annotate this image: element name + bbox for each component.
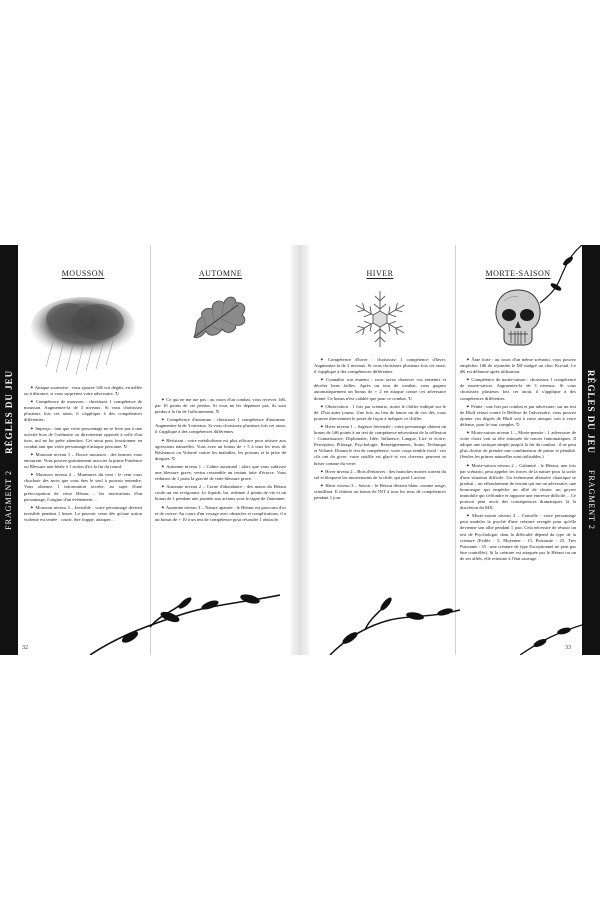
paragraph: ✦ Mousson niveau 3 – Invisible : votre personnage devient invisible pendant 1 heure. Le pouvoir cesse dès qu'une action violente est tentée : courir, être frappé, attaquer… <box>24 504 142 522</box>
morte-saison-text <box>460 357 576 562</box>
left-sidebar-tab <box>0 245 18 655</box>
book-gutter <box>291 245 309 655</box>
right-sidebar-tab <box>582 245 600 655</box>
hiver-text <box>314 357 446 501</box>
paragraph: ✦ Connaître son ennemi : vous savez observer vos ennemis et déceler leurs failles. Après un tour de combat, vous gagnez automatiquement un bonus de + 2 en attaque contre cet adversaire donné. Ce bonus n'est valable que pour ce combat. ↻ <box>314 377 446 401</box>
paragraph: ✦ Âme forte : au cours d'un même scénario, vous pouvez empêcher 1d6 de rejoindre le MJ malgré un choc Krystal. Le dK est défaussé après utilisation. <box>460 357 576 375</box>
paragraph: ✦ Morte-saison niveau 3 – Contrôle : votre personnage peut modeler la psyché d'une créature ravagée pour qu'elle devienne son allié pendant 1 jour. Cela nécessite de réussir un test de Psychologie, dont la difficulté dépend du type de la créature (Faible : 5, Moyenne : 15, Puissante : 25, Très Puissante : 35 ; une créature de type Exceptionnel ne peut pas être contrôlée). Si la créature est attaquée par le Héraut ou un de ses alliés, elle retourne à l'état sauvage. <box>460 513 576 561</box>
paragraph: ✦ Automne niveau 2 – Corne d'abondance : des mains du Héraut coule un vin revigorant. Le liquide, bu, redonne 2 points de vie et un bonus de 1 pendant une journée aux actions sous le signe de l'automne. <box>155 484 286 502</box>
oak-leaf-icon <box>186 287 256 347</box>
paragraph: ✦ Mousson niveau 1 – Douce mousson : des brumes vous entourent. Vous pouvez gratuitement associer la prime Prudence ou Blessure non létale à 1 action d'ici la fin du round. <box>24 451 142 470</box>
paragraph: ✦ Imperçu : tant que votre personnage ne se livre pas à une activité hors de l'ordinaire ou directement opposée à celle d'un tiers, nul ne lui prête attention. Cet atout peut fonctionner en combat tant que votre personnage n'attaque personne. ↻ <box>24 425 142 449</box>
paragraph: ✦ Hiver niveau 2 – Bois d'entraves : des branches mortes sortent du sol et bloquent les mouvements de la cible, qui perd 1 action. <box>314 468 446 480</box>
paragraph: ✦ Compétence d'hiver : choisissez 1 compétence d'hiver. Augmentez-la de 3 niveaux. Si vous choisissez plusieurs fois cet atout, il s'applique à des compétences différentes. <box>314 357 446 375</box>
paragraph: ✦ Feinte : une fois par combat et par adversaire, sur un test de Bluff réussi contre le Réflexe de l'adversaire, vous pouvez ajouter vos degrés de Bluff soit à votre attaque, soit à votre défense, pour le tour complet. ↻ <box>460 403 576 427</box>
page-number-right: 33 <box>565 645 571 651</box>
automne-text <box>155 397 286 523</box>
column-hiver <box>310 245 450 655</box>
paragraph: ✦ Observation : 1 fois par scénario, notez le chiffre indiqué sur le dé. D'un autre joueur. Une fois, au lieu de lancer un de vos dés, vous pourrez directement le poser de façon à indiquer ce chiffre. <box>314 403 446 421</box>
skull-icon <box>490 287 546 351</box>
page-number-left: 32 <box>22 645 28 651</box>
paragraph: ✦ Morte-saison niveau 2 – Calamité : le Héraut, une fois par scénario, peut appeler les forces de la nature pour la sortir d'une situation difficile. Un événement aléatoire chaotique se produit – un effondrement de terrain qui me un adversaire, une bourrasque qui empêche un allié de chuter, un geyser immobile qui s'effondre et rapporte une entrevue difficile… Ce pouvoir peut avoir des conséquences dramatiques (à la discrétion du MJ). <box>460 462 576 511</box>
column-morte-saison <box>455 245 580 655</box>
right-section-label: RÈGLES DU JEU <box>586 370 596 455</box>
paragraph: ✦ Compétence de mousson : choisissez 1 compétence de mousson. Augmentez-la de 3 niveaux. Si vous choisissez plusieurs fois cet atout, il s'applique à des compétences différentes. <box>24 399 142 423</box>
snowflake-icon <box>348 287 412 351</box>
season-title-hiver: HIVER <box>366 269 394 278</box>
left-fragment-label: FRAGMENT 2 <box>4 470 13 530</box>
book-spread <box>0 245 600 655</box>
paragraph: ✦ Ce qui ne me tue pas : au cours d'un combat, vous recevez 1d6, par 10 points de vie perdus. Si vous ne les dépensez pas, ils sont perdus à la fin de l'affrontement. ↻ <box>155 397 286 415</box>
paragraph: ✦ Compétence de morte-saison : choisissez 1 compétence de morte-saison. Augmentez-la de 3 niveaux. Si vous choisissez plusieurs fois cet atout, il s'applique à des compétences différentes. <box>460 377 576 401</box>
season-title-automne: AUTOMNE <box>198 269 243 278</box>
paragraph: ✦ Hiver niveau 1 – Sagesse hivernale : votre personnage obtient un bonus de 1d6 points à un test de compétence nécessitant de la réflexion : Connaissance, Diplomatie, Idée, Influence, Langue, Lire et écrire, Perception, Pilotage, Psychologie, Renseignements, Soins, Technique et Volonté. Durant le test de compétence, votre corps semble froid : vos cils ont du givre, votre souffle est glacé et vos cheveux peuvent se briser comme du verre. <box>314 423 446 466</box>
storm-cloud-icon <box>28 287 138 377</box>
paragraph: ✦ Automne niveau 3 – Nature apaisée : le Héraut est parcouru d'or et de cuivre. Au cours d'un voyage avec obstacles et complications, il a un bonus de + 10 à un test de compétence pour résoudre 1 obstacle. <box>155 504 286 522</box>
paragraph: ✦ Morte-saison niveau 1 – Morte-pensée : 1 adversaire de votre choix voit sa tête entourée de ronces fantomatiques. Il adopte une tactique simple jusqu'à la fin du combat : il ne peut plus choisir de prendre une combinaison de prime et pénalité. (Seules les primes naturelles sont utilisables.) <box>460 430 576 460</box>
paragraph: ✦ Hiver niveau 3 – Savoir : le Héraut devient blanc comme neige, scintillant. Il obtient un bonus de INT à tous les tests de compétences pendant 1 jour. <box>314 482 446 500</box>
season-title-mousson: MOUSSON <box>61 269 105 278</box>
season-title-morte-saison: MORTE-SAISON <box>485 269 551 278</box>
paragraph: ✦ Attaque sournoise : vous ajoutez 1d6 vos dégâts, en mêlée ou à distance, si vous surprenez votre adversaire. ↻ <box>24 385 142 397</box>
mousson-text <box>24 385 142 523</box>
column-automne <box>150 245 290 655</box>
right-fragment-label: FRAGMENT 2 <box>587 470 596 530</box>
paragraph: ✦ Compétence d'automne : choisissez 1 compétence d'automne. Augmentez-la de 3 niveaux. Si vous choisissez plusieurs fois cet atout, il s'applique à des compétences différentes. <box>155 417 286 435</box>
paragraph: ✦ Résistant : votre métabolisme est plus efficace pour résister aux agressions naturelles. Vous avez un bonus de + 5 à tous les tests de Résistance ou Volonté contre les maladies, les poisons et la prise de drogues. ↻ <box>155 437 286 461</box>
paragraph: ✦ Mousson niveau 2 – Murmures du vent : le vent vous chuchote des mots que vous êtes le seul à pouvoir entendre. Vous obtenez 1 information secrète, au sujet d'une préoccupation de votre Héraut – les motivations d'un personnage, l'origine d'un événement… <box>24 472 142 502</box>
column-mousson <box>20 245 146 655</box>
left-section-label: RÈGLES DU JEU <box>4 370 14 455</box>
paragraph: ✦ Automne niveau 1 – Calme automnal : alors que vous subissez une blessure grave, vertus ressemble un instant faite d'écorce. Vous réduisez de 1 point la gravité de cette blessure grave. <box>155 463 286 482</box>
